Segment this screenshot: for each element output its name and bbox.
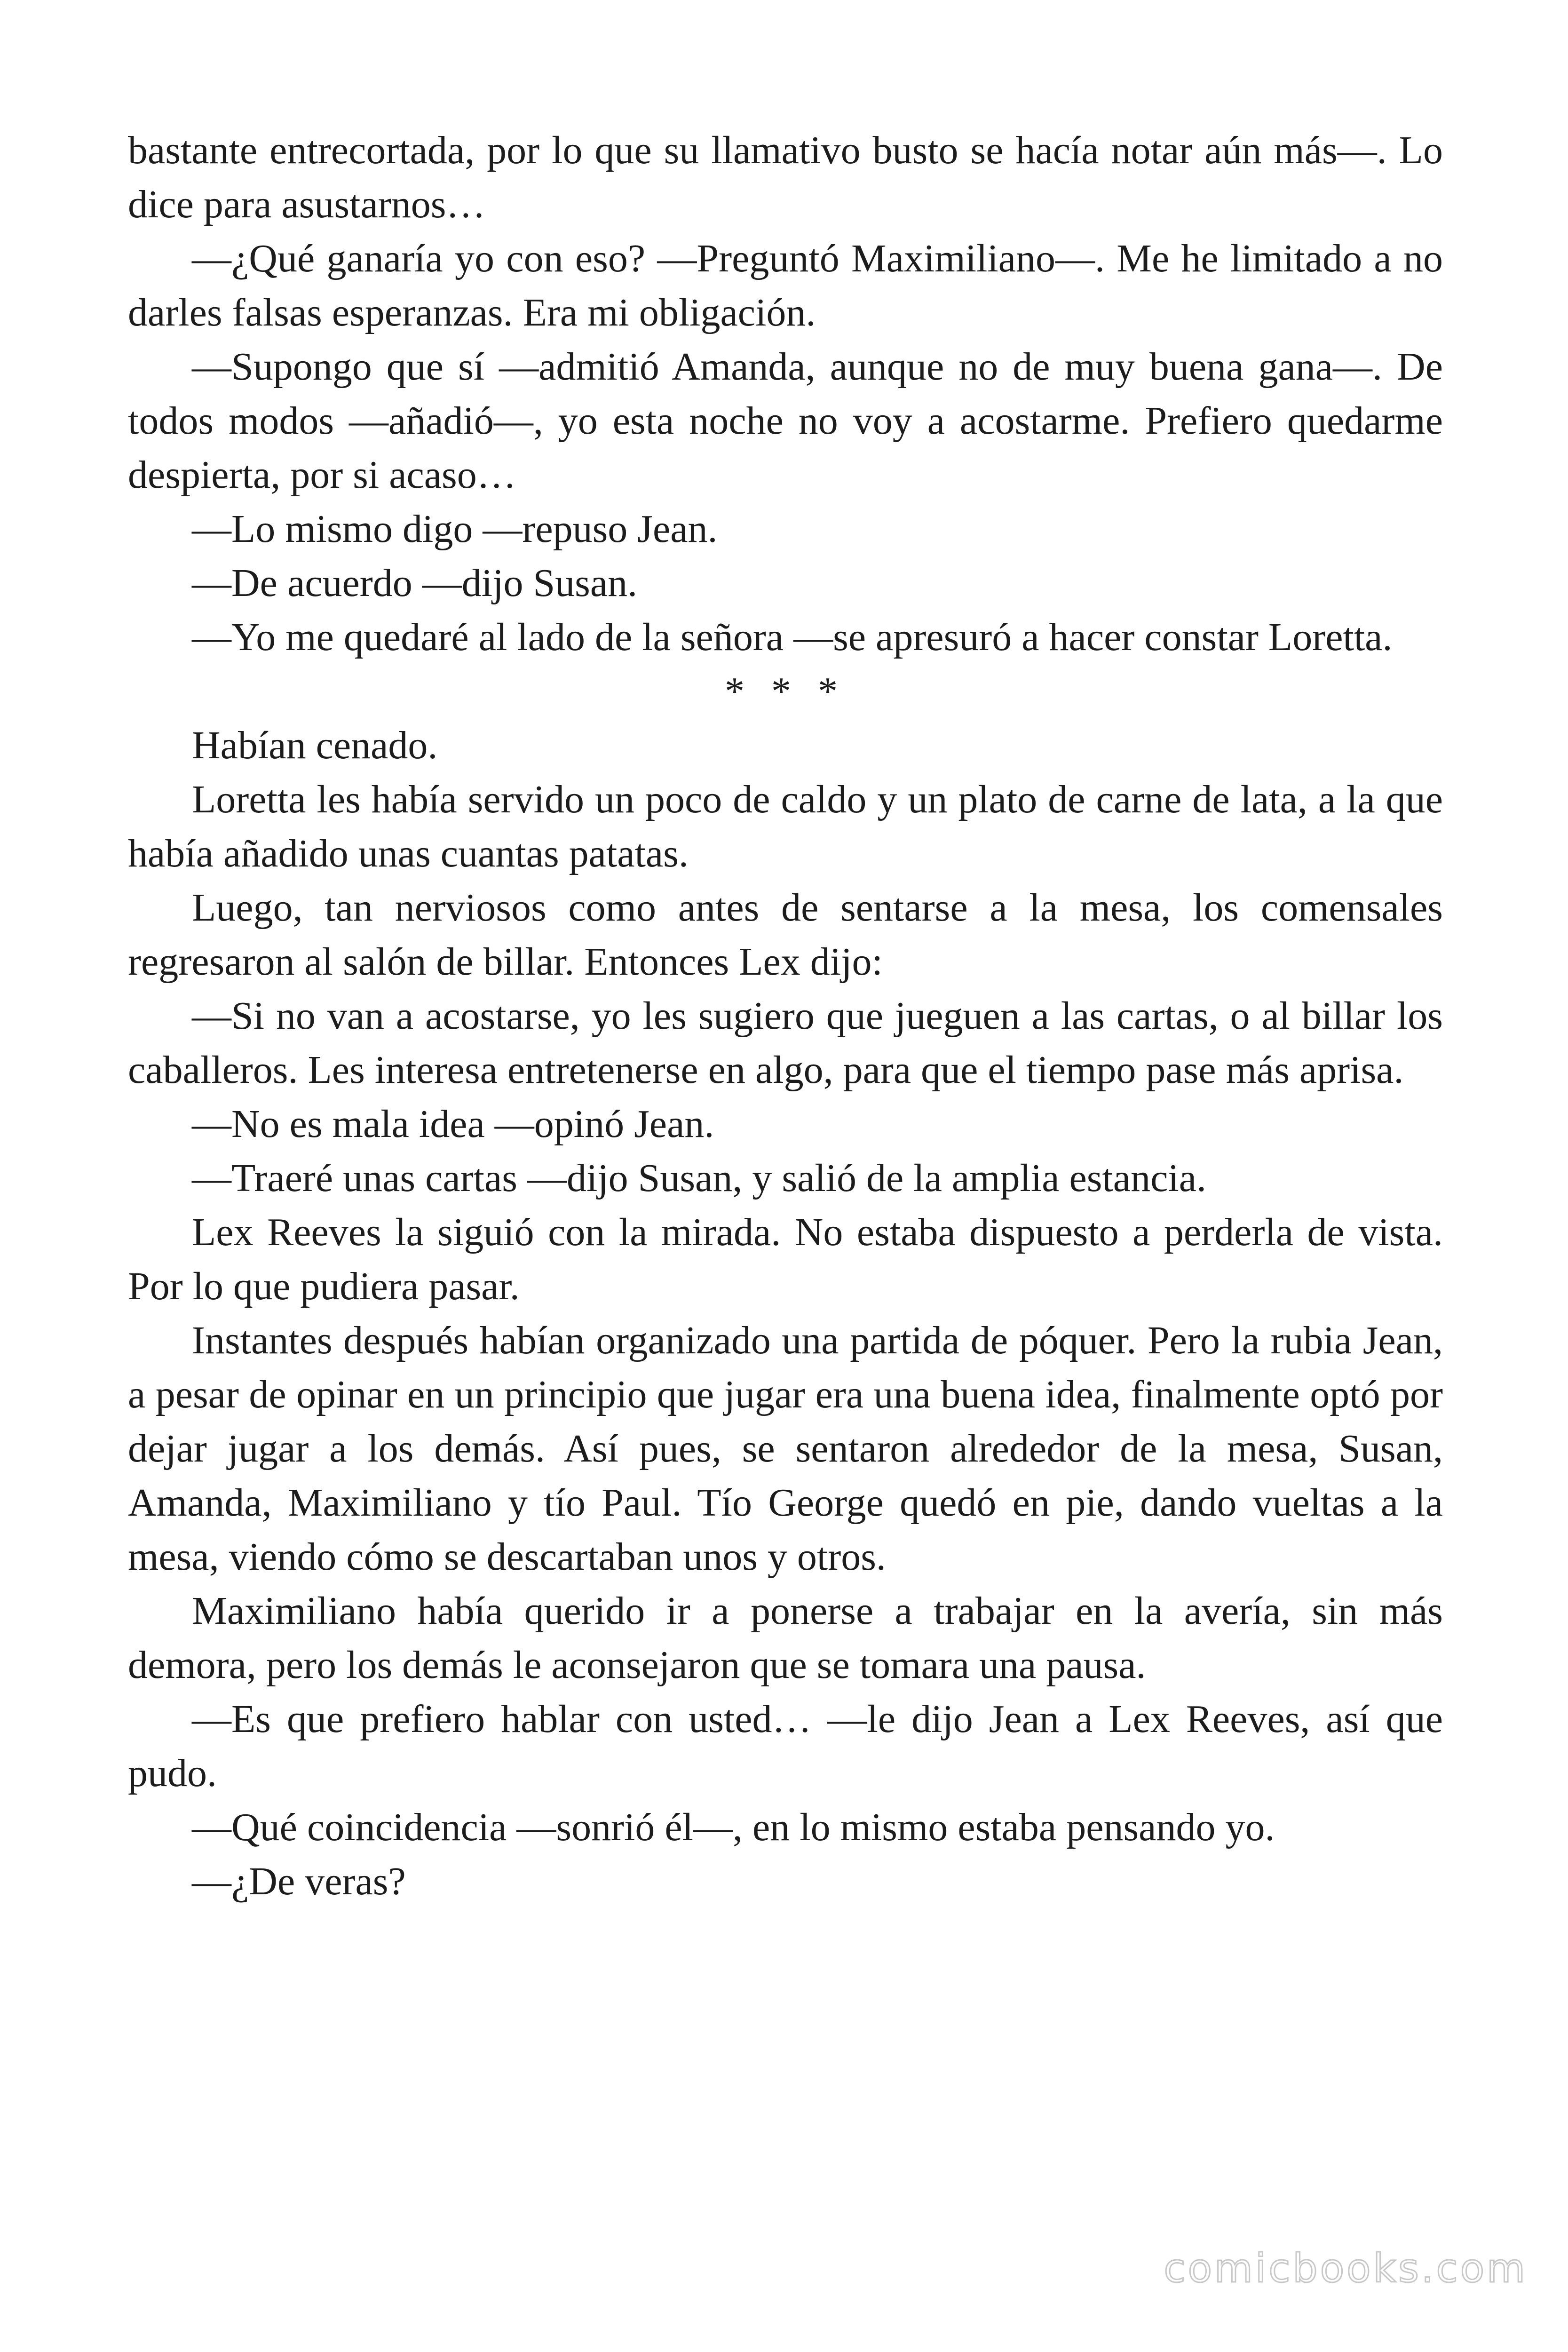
paragraph: —Supongo que sí —admitió Amanda, aunque no de muy buena gana—. De todos modos —añadió—, yo esta noche no voy a acostarme. Prefiero quedarme despierta, por si acaso… — [128, 345, 1443, 497]
paragraph: —¿De veras? — [192, 1859, 406, 1903]
paragraph: —Si no van a acostarse, yo les sugiero que jueguen a las cartas, o al billar los caballeros. Les interesa entretenerse en algo, para que el tiempo pase más aprisa. — [128, 994, 1443, 1092]
paragraph: —Es que prefiero hablar con usted… —le dijo Jean a Lex Reeves, así que pudo. — [128, 1697, 1443, 1795]
paragraph: —De acuerdo —dijo Susan. — [192, 561, 638, 605]
paragraph: —No es mala idea —opinó Jean. — [192, 1102, 714, 1146]
paragraph: Instantes después habían organizado una partida de póquer. Pero la rubia Jean, a pesar de opinar en un principio que jugar era una buena idea, finalmente optó por dejar jugar a los demás. Así pues, se sentaron alrededor de la mesa, Susan, Amanda, Maximiliano y tío Paul. Tío George quedó en pie, dando vueltas a la mesa, viendo cómo se descartaban unos y otros. — [128, 1319, 1443, 1579]
paragraph: Loretta les había servido un poco de caldo y un plato de carne de lata, a la que había añadido unas cuantas patatas. — [128, 778, 1443, 875]
paragraph: Lex Reeves la siguió con la mirada. No estaba dispuesto a perderla de vista. Por lo que pudiera pasar. — [128, 1210, 1443, 1308]
paragraph: —Traeré unas cartas —dijo Susan, y salió de la amplia estancia. — [192, 1156, 1206, 1200]
paragraph: —Qué coincidencia —sonrió él—, en lo mismo estaba pensando yo. — [192, 1805, 1275, 1849]
paragraph: Luego, tan nerviosos como antes de sentarse a la mesa, los comensales regresaron al salón de billar. Entonces Lex dijo: — [128, 886, 1443, 984]
page-text — [128, 123, 1443, 1908]
paragraph: —Yo me quedaré al lado de la señora —se apresuró a hacer constar Loretta. — [192, 615, 1393, 659]
section-separator: * * * — [725, 669, 846, 713]
paragraph: Habían cenado. — [192, 723, 438, 767]
paragraph: —¿Qué ganaría yo con eso? —Preguntó Maximiliano—. Me he limitado a no darles falsas esperanzas. Era mi obligación. — [128, 237, 1443, 334]
watermark-text: comicbooks.com — [1164, 2245, 1528, 2291]
paragraph: —Lo mismo digo —repuso Jean. — [192, 507, 718, 551]
paragraph: Maximiliano había querido ir a ponerse a trabajar en la avería, sin más demora, pero los demás le aconsejaron que se tomara una pausa. — [128, 1589, 1443, 1687]
paragraph: bastante entrecortada, por lo que su llamativo busto se hacía notar aún más—. Lo dice para asustarnos… — [128, 128, 1443, 226]
